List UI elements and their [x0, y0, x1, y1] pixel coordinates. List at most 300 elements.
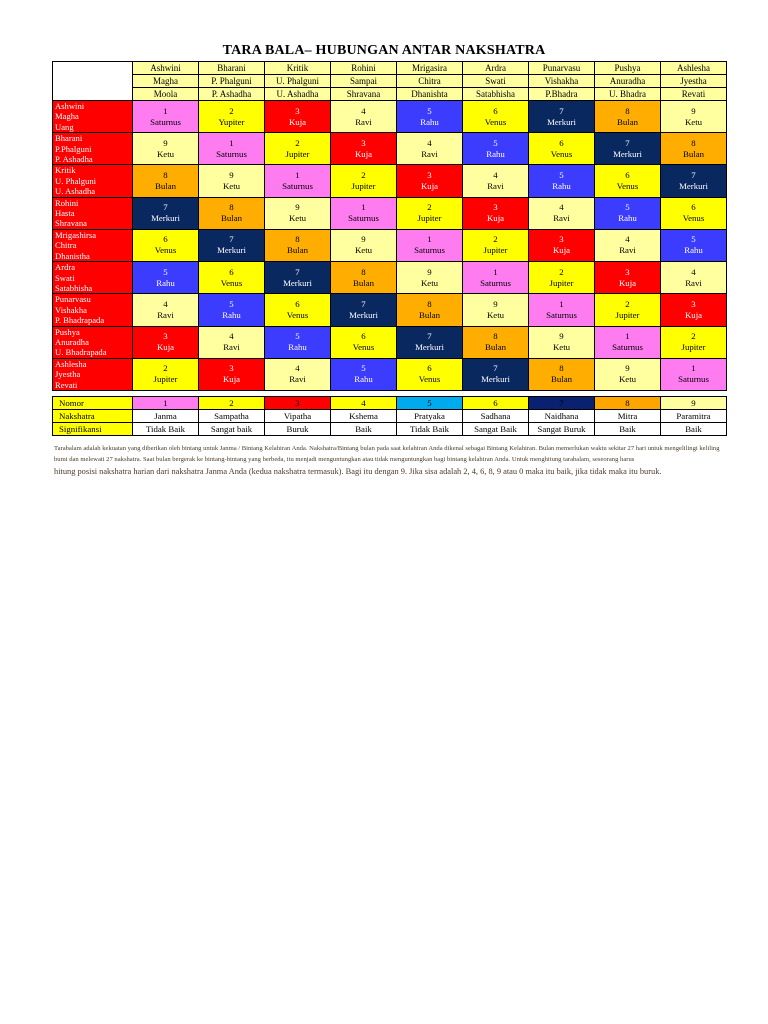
- tara-number: 6: [625, 170, 630, 181]
- tara-number: 7: [625, 137, 630, 148]
- tara-cell: [133, 133, 199, 165]
- legend-row: [53, 410, 727, 423]
- page-title: TARA BALA– HUBUNGAN ANTAR NAKSHATRA: [222, 43, 546, 58]
- tara-number: 9: [427, 266, 432, 277]
- legend-number: 3: [265, 397, 331, 410]
- tara-number: 8: [295, 234, 300, 245]
- tara-number: 7: [295, 266, 300, 277]
- tara-number: 2: [559, 266, 564, 277]
- tara-number: 7: [229, 234, 234, 245]
- tara-cell: [265, 197, 331, 229]
- tara-cell: [199, 165, 265, 197]
- tara-number: 7: [559, 105, 564, 116]
- row-label-line: Bharani: [55, 133, 83, 144]
- column-header: P.Bhadra: [529, 88, 595, 101]
- tara-number: 5: [163, 266, 168, 277]
- tara-number: 3: [559, 234, 564, 245]
- planet-name: Venus: [418, 374, 441, 385]
- column-header: Ashwini: [133, 62, 199, 75]
- planet-name: Saturnus: [348, 213, 379, 224]
- table-row: [53, 358, 727, 390]
- table-row: [53, 165, 727, 197]
- tara-cell: [397, 165, 463, 197]
- planet-name: Rahu: [420, 116, 439, 127]
- tara-cell: [397, 294, 463, 326]
- tara-number: 9: [295, 202, 300, 213]
- planet-name: Rahu: [486, 148, 505, 159]
- tara-cell: [661, 262, 727, 294]
- planet-name: Venus: [484, 116, 507, 127]
- legend-row-label: Signifikansi: [53, 423, 133, 436]
- planet-name: Saturnus: [612, 342, 643, 353]
- planet-name: Kuja: [684, 309, 703, 320]
- legend-significance: Baik: [331, 423, 397, 436]
- planet-name: Merkuri: [679, 181, 708, 192]
- planet-name: Ravi: [421, 148, 438, 159]
- tara-cell: [529, 165, 595, 197]
- column-header: Bharani: [199, 62, 265, 75]
- tara-cell: [331, 294, 397, 326]
- tara-number: 4: [361, 105, 366, 116]
- tara-number: 7: [493, 363, 498, 374]
- tara-cell: [265, 358, 331, 390]
- planet-name: Jupiter: [483, 245, 508, 256]
- tara-number: 1: [691, 363, 696, 374]
- tara-number: 3: [229, 363, 234, 374]
- tara-number: 9: [361, 234, 366, 245]
- planet-name: Merkuri: [547, 116, 576, 127]
- planet-name: Ketu: [354, 245, 373, 256]
- planet-name: Kuja: [156, 342, 175, 353]
- tara-number: 1: [361, 202, 366, 213]
- tara-cell: [595, 294, 661, 326]
- tara-cell: [331, 262, 397, 294]
- column-header: Sampai: [331, 75, 397, 88]
- tara-cell: [133, 165, 199, 197]
- row-label-line: U. Phalguni: [55, 175, 97, 186]
- planet-name: Ketu: [288, 213, 307, 224]
- tara-bala-table: [52, 61, 727, 391]
- tara-number: 4: [559, 202, 564, 213]
- tara-number: 1: [163, 105, 168, 116]
- planet-name: Venus: [352, 342, 375, 353]
- legend-nakshatra: Pratyaka: [397, 410, 463, 423]
- planet-name: Venus: [616, 181, 639, 192]
- tara-cell: [595, 197, 661, 229]
- planet-name: Rahu: [354, 374, 373, 385]
- row-label-line: Dhanistha: [55, 250, 90, 261]
- legend-significance: Sangat baik: [199, 423, 265, 436]
- planet-name: Saturnus: [216, 148, 247, 159]
- tara-number: 7: [361, 298, 366, 309]
- row-label: [53, 294, 133, 326]
- planet-name: Ravi: [157, 309, 174, 320]
- row-label-line: Magha: [55, 111, 79, 122]
- tara-number: 9: [559, 331, 564, 342]
- header-row: [53, 75, 727, 88]
- planet-name: Rahu: [156, 277, 175, 288]
- planet-name: Ravi: [487, 181, 504, 192]
- tara-cell: [199, 197, 265, 229]
- legend-significance: Baik: [661, 423, 727, 436]
- tara-cell: [661, 326, 727, 358]
- row-label: [53, 133, 133, 165]
- tara-number: 4: [295, 363, 300, 374]
- planet-name: Merkuri: [415, 342, 444, 353]
- row-label-line: P. Bhadrapada: [55, 315, 105, 326]
- planet-name: Venus: [550, 148, 573, 159]
- planet-name: Venus: [286, 309, 309, 320]
- tara-number: 6: [229, 266, 234, 277]
- tara-cell: [265, 294, 331, 326]
- tara-cell: [595, 165, 661, 197]
- column-header: P. Ashadha: [199, 88, 265, 101]
- row-label-line: Rohini: [55, 197, 79, 208]
- planet-name: Bulan: [484, 342, 506, 353]
- tara-cell: [463, 229, 529, 261]
- tara-cell: [397, 133, 463, 165]
- tara-number: 2: [427, 202, 432, 213]
- table-row: [53, 326, 727, 358]
- row-label-line: Jyestha: [55, 369, 81, 380]
- tara-number: 4: [163, 298, 168, 309]
- tara-number: 3: [691, 298, 696, 309]
- tara-number: 8: [229, 202, 234, 213]
- legend-significance: Sangat Buruk: [529, 423, 595, 436]
- planet-name: Kuja: [420, 181, 439, 192]
- tara-number: 4: [229, 331, 234, 342]
- tara-number: 1: [559, 298, 564, 309]
- table-row: [53, 229, 727, 261]
- planet-name: Saturnus: [546, 309, 577, 320]
- legend-nakshatra: Paramitra: [661, 410, 727, 423]
- row-label-line: Chitra: [55, 240, 77, 251]
- planet-name: Bulan: [616, 116, 638, 127]
- tara-number: 6: [427, 363, 432, 374]
- planet-name: Ketu: [618, 374, 637, 385]
- planet-name: Ketu: [684, 116, 703, 127]
- planet-name: Merkuri: [613, 148, 642, 159]
- row-label: [53, 358, 133, 390]
- tara-number: 2: [691, 331, 696, 342]
- tara-number: 2: [295, 137, 300, 148]
- planet-name: Merkuri: [283, 277, 312, 288]
- column-header: Ashlesha: [661, 62, 727, 75]
- tara-cell: [265, 229, 331, 261]
- planet-name: Kuja: [222, 374, 241, 385]
- tara-number: 1: [295, 170, 300, 181]
- legend-table: [52, 396, 727, 436]
- tara-number: 7: [163, 202, 168, 213]
- planet-name: Bulan: [154, 181, 176, 192]
- tara-cell: [331, 101, 397, 133]
- legend-nakshatra: Vipatha: [265, 410, 331, 423]
- tara-cell: [529, 101, 595, 133]
- tara-number: 3: [493, 202, 498, 213]
- tara-number: 3: [295, 105, 300, 116]
- tara-cell: [331, 133, 397, 165]
- planet-name: Venus: [154, 245, 177, 256]
- planet-name: Jupiter: [153, 374, 178, 385]
- tara-cell: [661, 229, 727, 261]
- column-header: U. Phalguni: [265, 75, 331, 88]
- tara-cell: [595, 358, 661, 390]
- row-label-line: Hasta: [55, 208, 75, 219]
- tara-cell: [133, 294, 199, 326]
- planet-name: Merkuri: [217, 245, 246, 256]
- planet-name: Ketu: [156, 148, 175, 159]
- tara-cell: [397, 358, 463, 390]
- row-label-line: Ardra: [55, 262, 76, 273]
- planet-name: Jupiter: [681, 342, 706, 353]
- planet-name: Rahu: [684, 245, 703, 256]
- planet-name: Ketu: [552, 342, 571, 353]
- tara-cell: [331, 326, 397, 358]
- planet-name: Rahu: [288, 342, 307, 353]
- planet-name: Ravi: [553, 213, 570, 224]
- tara-number: 5: [691, 234, 696, 245]
- tara-number: 6: [559, 137, 564, 148]
- planet-name: Kuja: [552, 245, 571, 256]
- tara-number: 1: [229, 137, 234, 148]
- planet-name: Ravi: [223, 342, 240, 353]
- tara-number: 6: [295, 298, 300, 309]
- column-header: Swati: [463, 75, 529, 88]
- tara-cell: [463, 165, 529, 197]
- tara-cell: [397, 101, 463, 133]
- tara-cell: [199, 229, 265, 261]
- row-label: [53, 262, 133, 294]
- tara-cell: [199, 326, 265, 358]
- row-label-line: Ashwini: [55, 101, 85, 111]
- tara-cell: [133, 358, 199, 390]
- tara-number: 2: [163, 363, 168, 374]
- planet-name: Saturnus: [150, 116, 181, 127]
- tara-number: 4: [493, 170, 498, 181]
- tara-number: 1: [625, 331, 630, 342]
- tara-cell: [331, 165, 397, 197]
- tara-number: 1: [427, 234, 432, 245]
- row-label: [53, 165, 133, 197]
- planet-name: Saturnus: [414, 245, 445, 256]
- tara-cell: [595, 326, 661, 358]
- tara-number: 6: [361, 331, 366, 342]
- row-label-line: P. Ashadha: [55, 154, 93, 165]
- tara-cell: [463, 358, 529, 390]
- planet-name: Kuja: [354, 148, 373, 159]
- planet-name: Bulan: [352, 277, 374, 288]
- row-label: [53, 326, 133, 358]
- tara-cell: [199, 294, 265, 326]
- tara-number: 9: [625, 363, 630, 374]
- tara-cell: [463, 197, 529, 229]
- legend-row: [53, 423, 727, 436]
- header-row: [53, 88, 727, 101]
- column-header: Anuradha: [595, 75, 661, 88]
- tara-number: 8: [559, 363, 564, 374]
- column-header: Vishakha: [529, 75, 595, 88]
- tara-number: 2: [493, 234, 498, 245]
- row-label-line: Revati: [55, 379, 78, 390]
- column-header: Jyestha: [661, 75, 727, 88]
- tara-number: 8: [427, 298, 432, 309]
- tara-number: 9: [163, 137, 168, 148]
- row-label: [53, 229, 133, 261]
- table-row: [53, 101, 727, 133]
- tara-cell: [133, 229, 199, 261]
- legend-significance: Sangat Baik: [463, 423, 529, 436]
- legend-number: 8: [595, 397, 661, 410]
- tara-cell: [529, 326, 595, 358]
- tara-cell: [265, 165, 331, 197]
- tara-cell: [199, 358, 265, 390]
- planet-name: Kuja: [618, 277, 637, 288]
- column-header: Dhanishta: [397, 88, 463, 101]
- tara-number: 1: [493, 266, 498, 277]
- tara-number: 8: [493, 331, 498, 342]
- tara-number: 5: [493, 137, 498, 148]
- tara-number: 6: [691, 202, 696, 213]
- tara-cell: [133, 262, 199, 294]
- tara-cell: [529, 262, 595, 294]
- column-header: Magha: [133, 75, 199, 88]
- row-label-line: Uang: [55, 121, 74, 132]
- tara-cell: [463, 133, 529, 165]
- column-header: Satabhisha: [463, 88, 529, 101]
- legend-significance: Baik: [595, 423, 661, 436]
- tara-cell: [463, 101, 529, 133]
- tara-cell: [529, 197, 595, 229]
- tara-cell: [265, 262, 331, 294]
- legend-row: [53, 397, 727, 410]
- planet-name: Bulan: [220, 213, 242, 224]
- legend-nakshatra: Janma: [133, 410, 199, 423]
- legend-number: 1: [133, 397, 199, 410]
- row-label-line: Ashlesha: [55, 358, 87, 369]
- column-header: Kritik: [265, 62, 331, 75]
- tara-cell: [661, 133, 727, 165]
- planet-name: Saturnus: [282, 181, 313, 192]
- planet-name: Bulan: [550, 374, 572, 385]
- row-label-line: Shravana: [55, 218, 87, 229]
- tara-cell: [661, 197, 727, 229]
- tara-cell: [463, 294, 529, 326]
- tara-cell: [529, 294, 595, 326]
- planet-name: Venus: [220, 277, 243, 288]
- planet-name: Ketu: [222, 181, 241, 192]
- tara-cell: [199, 262, 265, 294]
- tara-number: 3: [625, 266, 630, 277]
- tara-cell: [661, 358, 727, 390]
- column-header: Moola: [133, 88, 199, 101]
- table-row: [53, 294, 727, 326]
- row-label-line: Vishakha: [55, 304, 87, 315]
- row-label-line: Pushya: [55, 326, 80, 337]
- tara-number: 7: [427, 331, 432, 342]
- planet-name: Jupiter: [549, 277, 574, 288]
- legend-row-label: Nakshatra: [53, 410, 133, 423]
- tara-number: 3: [427, 170, 432, 181]
- tara-cell: [661, 294, 727, 326]
- planet-name: Ketu: [486, 309, 505, 320]
- planet-name: Jupiter: [615, 309, 640, 320]
- planet-name: Rahu: [552, 181, 571, 192]
- tara-cell: [595, 101, 661, 133]
- tara-number: 5: [295, 331, 300, 342]
- tara-number: 4: [427, 137, 432, 148]
- tara-cell: [133, 101, 199, 133]
- tara-cell: [463, 326, 529, 358]
- planet-name: Bulan: [418, 309, 440, 320]
- planet-name: Merkuri: [151, 213, 180, 224]
- tara-number: 3: [361, 137, 366, 148]
- row-label-line: U. Ashadha: [55, 186, 96, 197]
- column-header: Pushya: [595, 62, 661, 75]
- tara-cell: [661, 165, 727, 197]
- tara-number: 6: [493, 105, 498, 116]
- tara-cell: [529, 133, 595, 165]
- planet-name: Saturnus: [678, 374, 709, 385]
- tara-number: 5: [625, 202, 630, 213]
- legend-number: 5: [397, 397, 463, 410]
- column-header: Shravana: [331, 88, 397, 101]
- column-header: U. Bhadra: [595, 88, 661, 101]
- table-row: [53, 197, 727, 229]
- legend-nakshatra: Sadhana: [463, 410, 529, 423]
- row-label: [53, 197, 133, 229]
- planet-name: Yupiter: [218, 116, 245, 127]
- planet-name: Ravi: [685, 277, 702, 288]
- tara-number: 9: [229, 170, 234, 181]
- legend-number: 9: [661, 397, 727, 410]
- planet-name: Bulan: [286, 245, 308, 256]
- tara-cell: [397, 326, 463, 358]
- tara-number: 2: [229, 105, 234, 116]
- tara-cell: [133, 197, 199, 229]
- tara-cell: [529, 229, 595, 261]
- legend-number: 2: [199, 397, 265, 410]
- planet-name: Rahu: [618, 213, 637, 224]
- row-label-line: Swati: [55, 272, 75, 283]
- planet-name: Bulan: [682, 148, 704, 159]
- planet-name: Saturnus: [480, 277, 511, 288]
- tara-cell: [331, 229, 397, 261]
- tara-number: 2: [361, 170, 366, 181]
- planet-name: Venus: [682, 213, 705, 224]
- tara-cell: [397, 229, 463, 261]
- tara-cell: [331, 197, 397, 229]
- tara-cell: [331, 358, 397, 390]
- planet-name: Kuja: [486, 213, 505, 224]
- planet-name: Jupiter: [351, 181, 376, 192]
- legend-row-label: Nomor: [53, 397, 133, 410]
- column-header: U. Ashadha: [265, 88, 331, 101]
- legend-significance: Buruk: [265, 423, 331, 436]
- tara-number: 9: [691, 105, 696, 116]
- tara-cell: [265, 326, 331, 358]
- tara-cell: [265, 101, 331, 133]
- tara-number: 8: [691, 137, 696, 148]
- column-header: Punarvasu: [529, 62, 595, 75]
- table-row: [53, 133, 727, 165]
- legend-number: 7: [529, 397, 595, 410]
- tara-number: 4: [625, 234, 630, 245]
- column-header: Rohini: [331, 62, 397, 75]
- tara-number: 8: [163, 170, 168, 181]
- tara-cell: [133, 326, 199, 358]
- planet-name: Kuja: [288, 116, 307, 127]
- tara-cell: [595, 262, 661, 294]
